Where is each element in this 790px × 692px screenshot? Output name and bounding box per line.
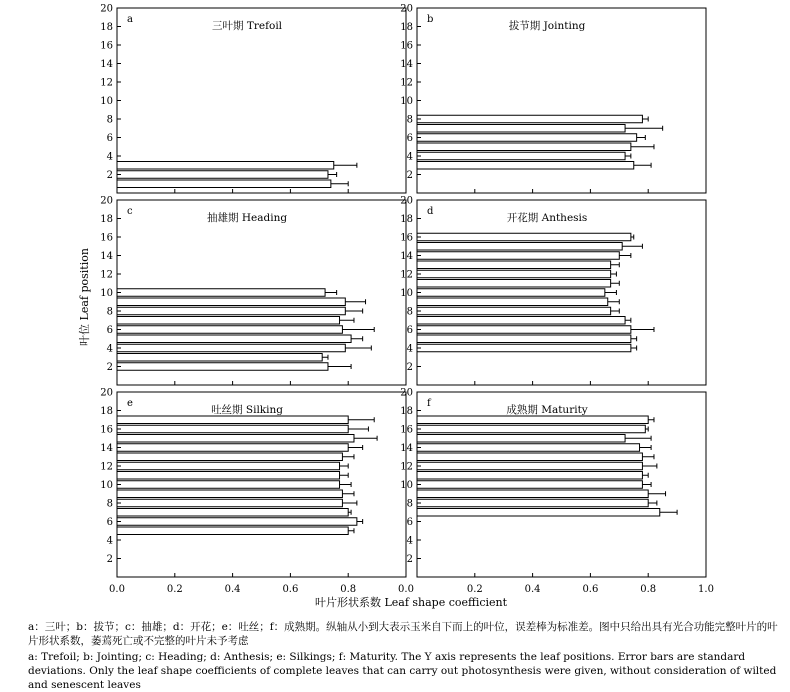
panel-title: 开花期 Anthesis — [506, 212, 588, 224]
x-tick-label: 0.6 — [582, 584, 599, 595]
bar — [417, 499, 648, 507]
bar — [117, 444, 348, 452]
y-tick-label: 2 — [106, 554, 113, 565]
bar — [417, 462, 642, 470]
y-tick-label: 12 — [400, 461, 413, 473]
bar — [417, 472, 642, 480]
y-tick-label: 10 — [100, 288, 113, 299]
bar — [417, 289, 605, 297]
y-tick-label: 20 — [400, 195, 413, 207]
y-tick-label: 14 — [100, 251, 113, 262]
bar — [117, 289, 325, 297]
panel-title: 吐丝期 Silking — [211, 404, 284, 416]
bar — [117, 509, 348, 517]
x-tick-label: 0.8 — [340, 584, 357, 595]
y-tick-label: 4 — [106, 535, 113, 547]
y-tick-label: 10 — [400, 480, 413, 491]
bar — [417, 233, 631, 241]
y-tick-label: 2 — [106, 362, 113, 373]
panel-f — [417, 392, 706, 577]
bar — [117, 481, 340, 489]
y-tick-label: 6 — [106, 517, 113, 528]
panel-letter: a — [127, 14, 133, 25]
bar — [117, 335, 351, 343]
panel-e — [117, 392, 406, 577]
bar — [417, 252, 619, 260]
bar — [117, 363, 328, 371]
y-tick-label: 4 — [406, 535, 413, 547]
y-tick-label: 2 — [406, 554, 413, 565]
bar — [417, 326, 631, 334]
panel-letter: e — [127, 398, 133, 409]
bar — [417, 453, 642, 461]
y-tick-label: 12 — [100, 269, 113, 281]
bar — [417, 317, 625, 325]
caption-chinese: a：三叶；b：拔节；c：抽雄；d：开花；e：吐丝；f：成熟期。纵轴从小到大表示玉米自下而上的叶位，误差棒为标准差。图中只给出具有光合功能完整叶片的叶片形状系数，萎蔫死亡或不完整的叶片未予考虑 — [28, 621, 778, 647]
bar — [417, 270, 611, 278]
bar — [117, 416, 348, 424]
y-tick-label: 14 — [100, 59, 113, 70]
y-tick-label: 14 — [100, 443, 113, 454]
bar — [417, 261, 611, 269]
bar — [417, 162, 634, 170]
y-tick-label: 2 — [406, 170, 413, 181]
y-tick-label: 20 — [400, 387, 413, 399]
bar — [417, 115, 642, 123]
bar — [117, 298, 345, 306]
y-tick-label: 18 — [100, 214, 113, 225]
x-tick-label: 0.6 — [282, 584, 299, 595]
bar — [417, 243, 622, 251]
panel-d — [417, 200, 706, 385]
bar — [117, 518, 357, 526]
x-tick-label: 0.2 — [466, 584, 483, 595]
y-tick-label: 20 — [100, 387, 113, 399]
panel-letter: f — [427, 398, 431, 409]
y-tick-label: 4 — [106, 343, 113, 355]
bar — [117, 527, 348, 535]
bar — [117, 499, 342, 507]
y-tick-label: 6 — [406, 517, 413, 528]
bar — [417, 509, 660, 517]
y-tick-label: 6 — [406, 325, 413, 336]
y-tick-label: 12 — [100, 461, 113, 473]
bar — [417, 425, 645, 433]
x-axis-label: 叶片形状系数 Leaf shape coefficient — [314, 596, 508, 609]
y-tick-label: 20 — [100, 195, 113, 207]
bar — [117, 453, 342, 461]
bar — [417, 444, 640, 452]
y-tick-label: 8 — [406, 306, 413, 318]
y-tick-label: 16 — [400, 40, 413, 52]
bar — [417, 298, 608, 306]
panel-b — [417, 8, 706, 193]
y-tick-label: 10 — [400, 96, 413, 107]
x-tick-label: 0.2 — [166, 584, 183, 595]
bar — [117, 171, 328, 179]
bar — [417, 280, 611, 288]
bar — [117, 425, 348, 433]
y-tick-label: 18 — [400, 22, 413, 33]
panel-letter: d — [427, 206, 434, 217]
y-tick-label: 18 — [400, 214, 413, 225]
y-tick-label: 4 — [406, 151, 413, 163]
panel-c — [117, 200, 406, 385]
bar — [417, 335, 631, 343]
bar — [417, 490, 648, 498]
y-tick-label: 20 — [100, 3, 113, 15]
y-tick-label: 8 — [106, 498, 113, 510]
bar — [117, 472, 340, 480]
y-tick-label: 12 — [100, 77, 113, 89]
y-tick-label: 10 — [100, 96, 113, 107]
y-tick-label: 8 — [106, 306, 113, 318]
y-tick-label: 18 — [400, 406, 413, 417]
bar — [117, 354, 322, 362]
y-tick-label: 8 — [406, 114, 413, 126]
bar — [417, 344, 631, 352]
panel-title: 成熟期 Maturity — [506, 404, 588, 416]
x-tick-label: 0.8 — [640, 584, 657, 595]
x-tick-label: 0.0 — [398, 584, 414, 595]
bar — [117, 162, 334, 170]
y-tick-label: 14 — [400, 251, 413, 262]
bar — [417, 307, 611, 315]
y-tick-label: 14 — [400, 59, 413, 70]
bar — [117, 180, 331, 188]
y-tick-label: 8 — [406, 498, 413, 510]
bar — [117, 307, 345, 315]
y-tick-label: 4 — [106, 151, 113, 163]
bar — [117, 344, 345, 352]
y-tick-label: 6 — [106, 325, 113, 336]
y-tick-label: 10 — [100, 480, 113, 491]
bar — [117, 326, 342, 334]
y-tick-label: 8 — [106, 114, 113, 126]
y-tick-label: 12 — [400, 269, 413, 281]
panel-a — [117, 8, 406, 193]
y-tick-label: 16 — [100, 232, 113, 244]
panel-title: 抽雄期 Heading — [207, 212, 288, 224]
bar — [417, 152, 625, 160]
bar — [417, 134, 637, 142]
bar — [417, 435, 625, 443]
caption-english: a: Trefoil; b: Jointing; c: Heading; d: Anthesis; e: Silkings; f: Maturity. The Y axis represents the leaf positions. Error bars are standard deviations. Only the leaf shape coefficients of complete leaves that can carry out photosynthesis were given, without consideration of wilted and senescent leaves — [28, 651, 777, 691]
bar — [417, 143, 631, 151]
bar — [117, 462, 340, 470]
x-tick-label: 0.4 — [524, 584, 541, 595]
y-tick-label: 18 — [100, 22, 113, 33]
y-axis-label: 叶位 Leaf position — [78, 248, 91, 346]
panel-title: 拔节期 Jointing — [508, 20, 586, 32]
bar — [417, 125, 625, 133]
y-tick-label: 18 — [100, 406, 113, 417]
y-tick-label: 4 — [406, 343, 413, 355]
y-tick-label: 16 — [100, 40, 113, 52]
y-tick-label: 2 — [406, 362, 413, 373]
y-tick-label: 14 — [400, 443, 413, 454]
y-tick-label: 16 — [400, 232, 413, 244]
panel-letter: b — [427, 14, 434, 25]
y-tick-label: 2 — [106, 170, 113, 181]
y-tick-label: 10 — [400, 288, 413, 299]
y-tick-label: 6 — [106, 133, 113, 144]
bar — [417, 416, 648, 424]
x-tick-label: 0.0 — [109, 584, 125, 595]
y-tick-label: 16 — [100, 424, 113, 436]
bar — [117, 435, 354, 443]
y-tick-label: 12 — [400, 77, 413, 89]
bar — [417, 481, 642, 489]
bar — [117, 317, 340, 325]
panel-letter: c — [127, 206, 133, 217]
bar — [117, 490, 342, 498]
panel-title: 三叶期 Trefoil — [212, 20, 283, 32]
y-tick-label: 16 — [400, 424, 413, 436]
y-tick-label: 20 — [400, 3, 413, 15]
y-tick-label: 6 — [406, 133, 413, 144]
x-tick-label: 1.0 — [698, 584, 714, 595]
x-tick-label: 0.4 — [224, 584, 241, 595]
